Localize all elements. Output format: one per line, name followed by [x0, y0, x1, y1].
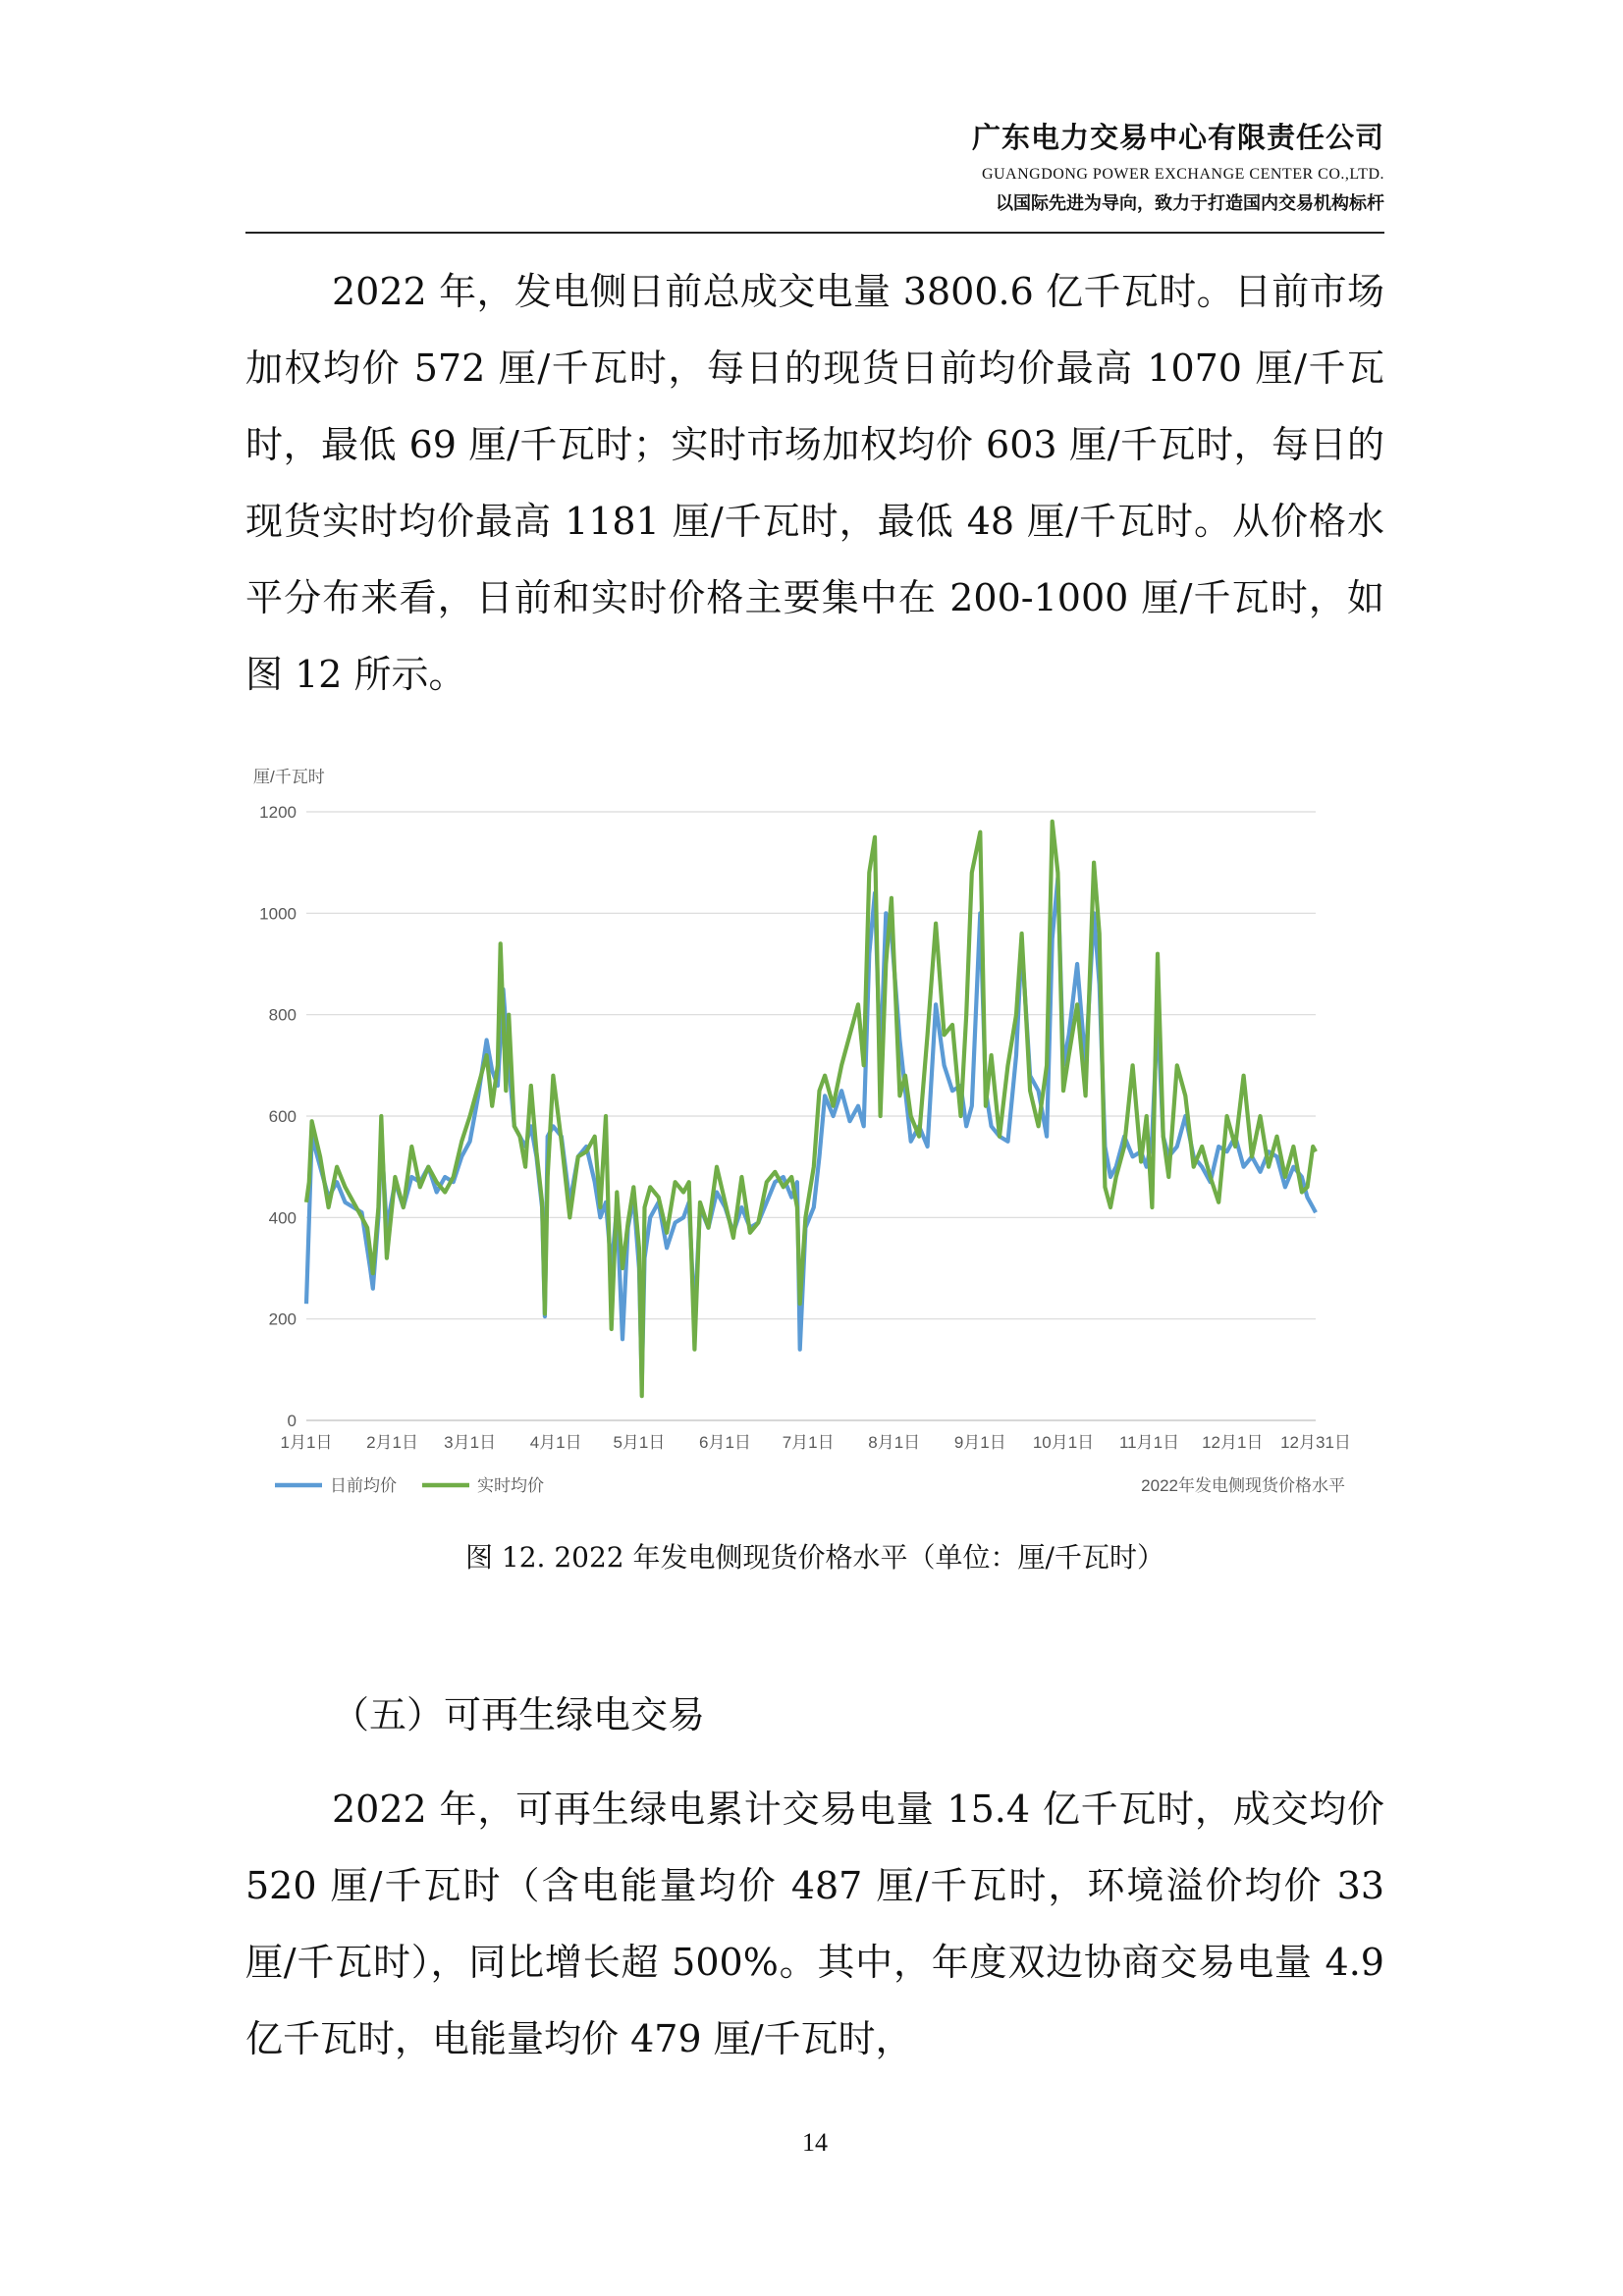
x-tick-label: 6月1日 — [698, 1433, 751, 1452]
x-tick-label: 8月1日 — [868, 1433, 921, 1452]
x-tick-label: 5月1日 — [613, 1433, 666, 1452]
x-tick-label: 11月1日 — [1118, 1433, 1180, 1452]
x-tick-label: 4月1日 — [529, 1433, 582, 1452]
chart-series-lines — [306, 822, 1316, 1396]
y-axis-tick-labels — [259, 803, 297, 1430]
legend-label: 实时均价 — [477, 1476, 544, 1495]
x-axis-tick-labels — [281, 1433, 1351, 1452]
page-header — [245, 116, 1384, 215]
section-heading: （五）可再生绿电交易 — [332, 1693, 706, 1736]
figure-caption: 图 12. 2022 年发电侧现货价格水平（单位：厘/千瓦时） — [465, 1541, 1164, 1574]
x-tick-label: 1月1日 — [280, 1433, 333, 1452]
y-tick-label: 200 — [268, 1309, 297, 1329]
chart-title: 2022年发电侧现货价格水平 — [1141, 1476, 1345, 1495]
page-number: 14 — [802, 2128, 828, 2157]
y-tick-label: 1000 — [259, 904, 297, 924]
y-tick-label: 400 — [268, 1208, 297, 1228]
paragraph-price-summary: 2022 年，发电侧日前总成交电量 3800.6 亿千瓦时。日前市场加权均价 572 厘/千瓦时，每日的现货日前均价最高 1070 厘/千瓦时，最低 69 厘/千瓦时；实时市场加权均价 603 厘/千瓦时，每日的现货实时均价最高 1181 厘/千瓦时，最低 48 厘/千瓦时。从价格水平分布来看，日前和实时价格主要集中在 200-1000 厘/千瓦时，如图 12 所示。 — [245, 270, 1384, 696]
y-axis-label: 厘/千瓦时 — [253, 768, 325, 786]
x-tick-label: 12月1日 — [1202, 1433, 1264, 1452]
paragraph-green-trading: 2022 年，可再生绿电累计交易电量 15.4 亿千瓦时，成交均价 520 厘/千瓦时（含电能量均价 487 厘/千瓦时，环境溢价均价 33 厘/千瓦时），同比增长超 500%。其中，年度双边协商交易电量 4.9 亿千瓦时，电能量均价 479 厘/千瓦时， — [245, 1788, 1384, 2060]
y-tick-label: 600 — [268, 1107, 297, 1126]
y-tick-label: 1200 — [259, 803, 297, 822]
company-english-name: GUANGDONG POWER EXCHANGE CENTER CO.,LTD. — [981, 166, 1384, 183]
x-tick-label: 7月1日 — [782, 1433, 835, 1452]
x-tick-label: 10月1日 — [1032, 1433, 1095, 1452]
x-tick-label: 9月1日 — [953, 1433, 1006, 1452]
company-slogan: 以国际先进为导向，致力于打造国内交易机构标杆 — [996, 193, 1384, 214]
header-divider — [245, 232, 1384, 234]
x-tick-label: 3月1日 — [444, 1433, 497, 1452]
company-name: 广东电力交易中心有限责任公司 — [971, 121, 1384, 154]
x-tick-label: 2月1日 — [366, 1433, 419, 1452]
x-tick-label: 12月31日 — [1280, 1433, 1351, 1452]
price-level-chart — [236, 751, 1389, 1526]
y-tick-label: 0 — [287, 1412, 297, 1430]
legend-label: 日前均价 — [330, 1476, 397, 1495]
chart-legend — [275, 1476, 544, 1495]
series-line — [306, 822, 1316, 1396]
y-tick-label: 800 — [268, 1005, 297, 1025]
